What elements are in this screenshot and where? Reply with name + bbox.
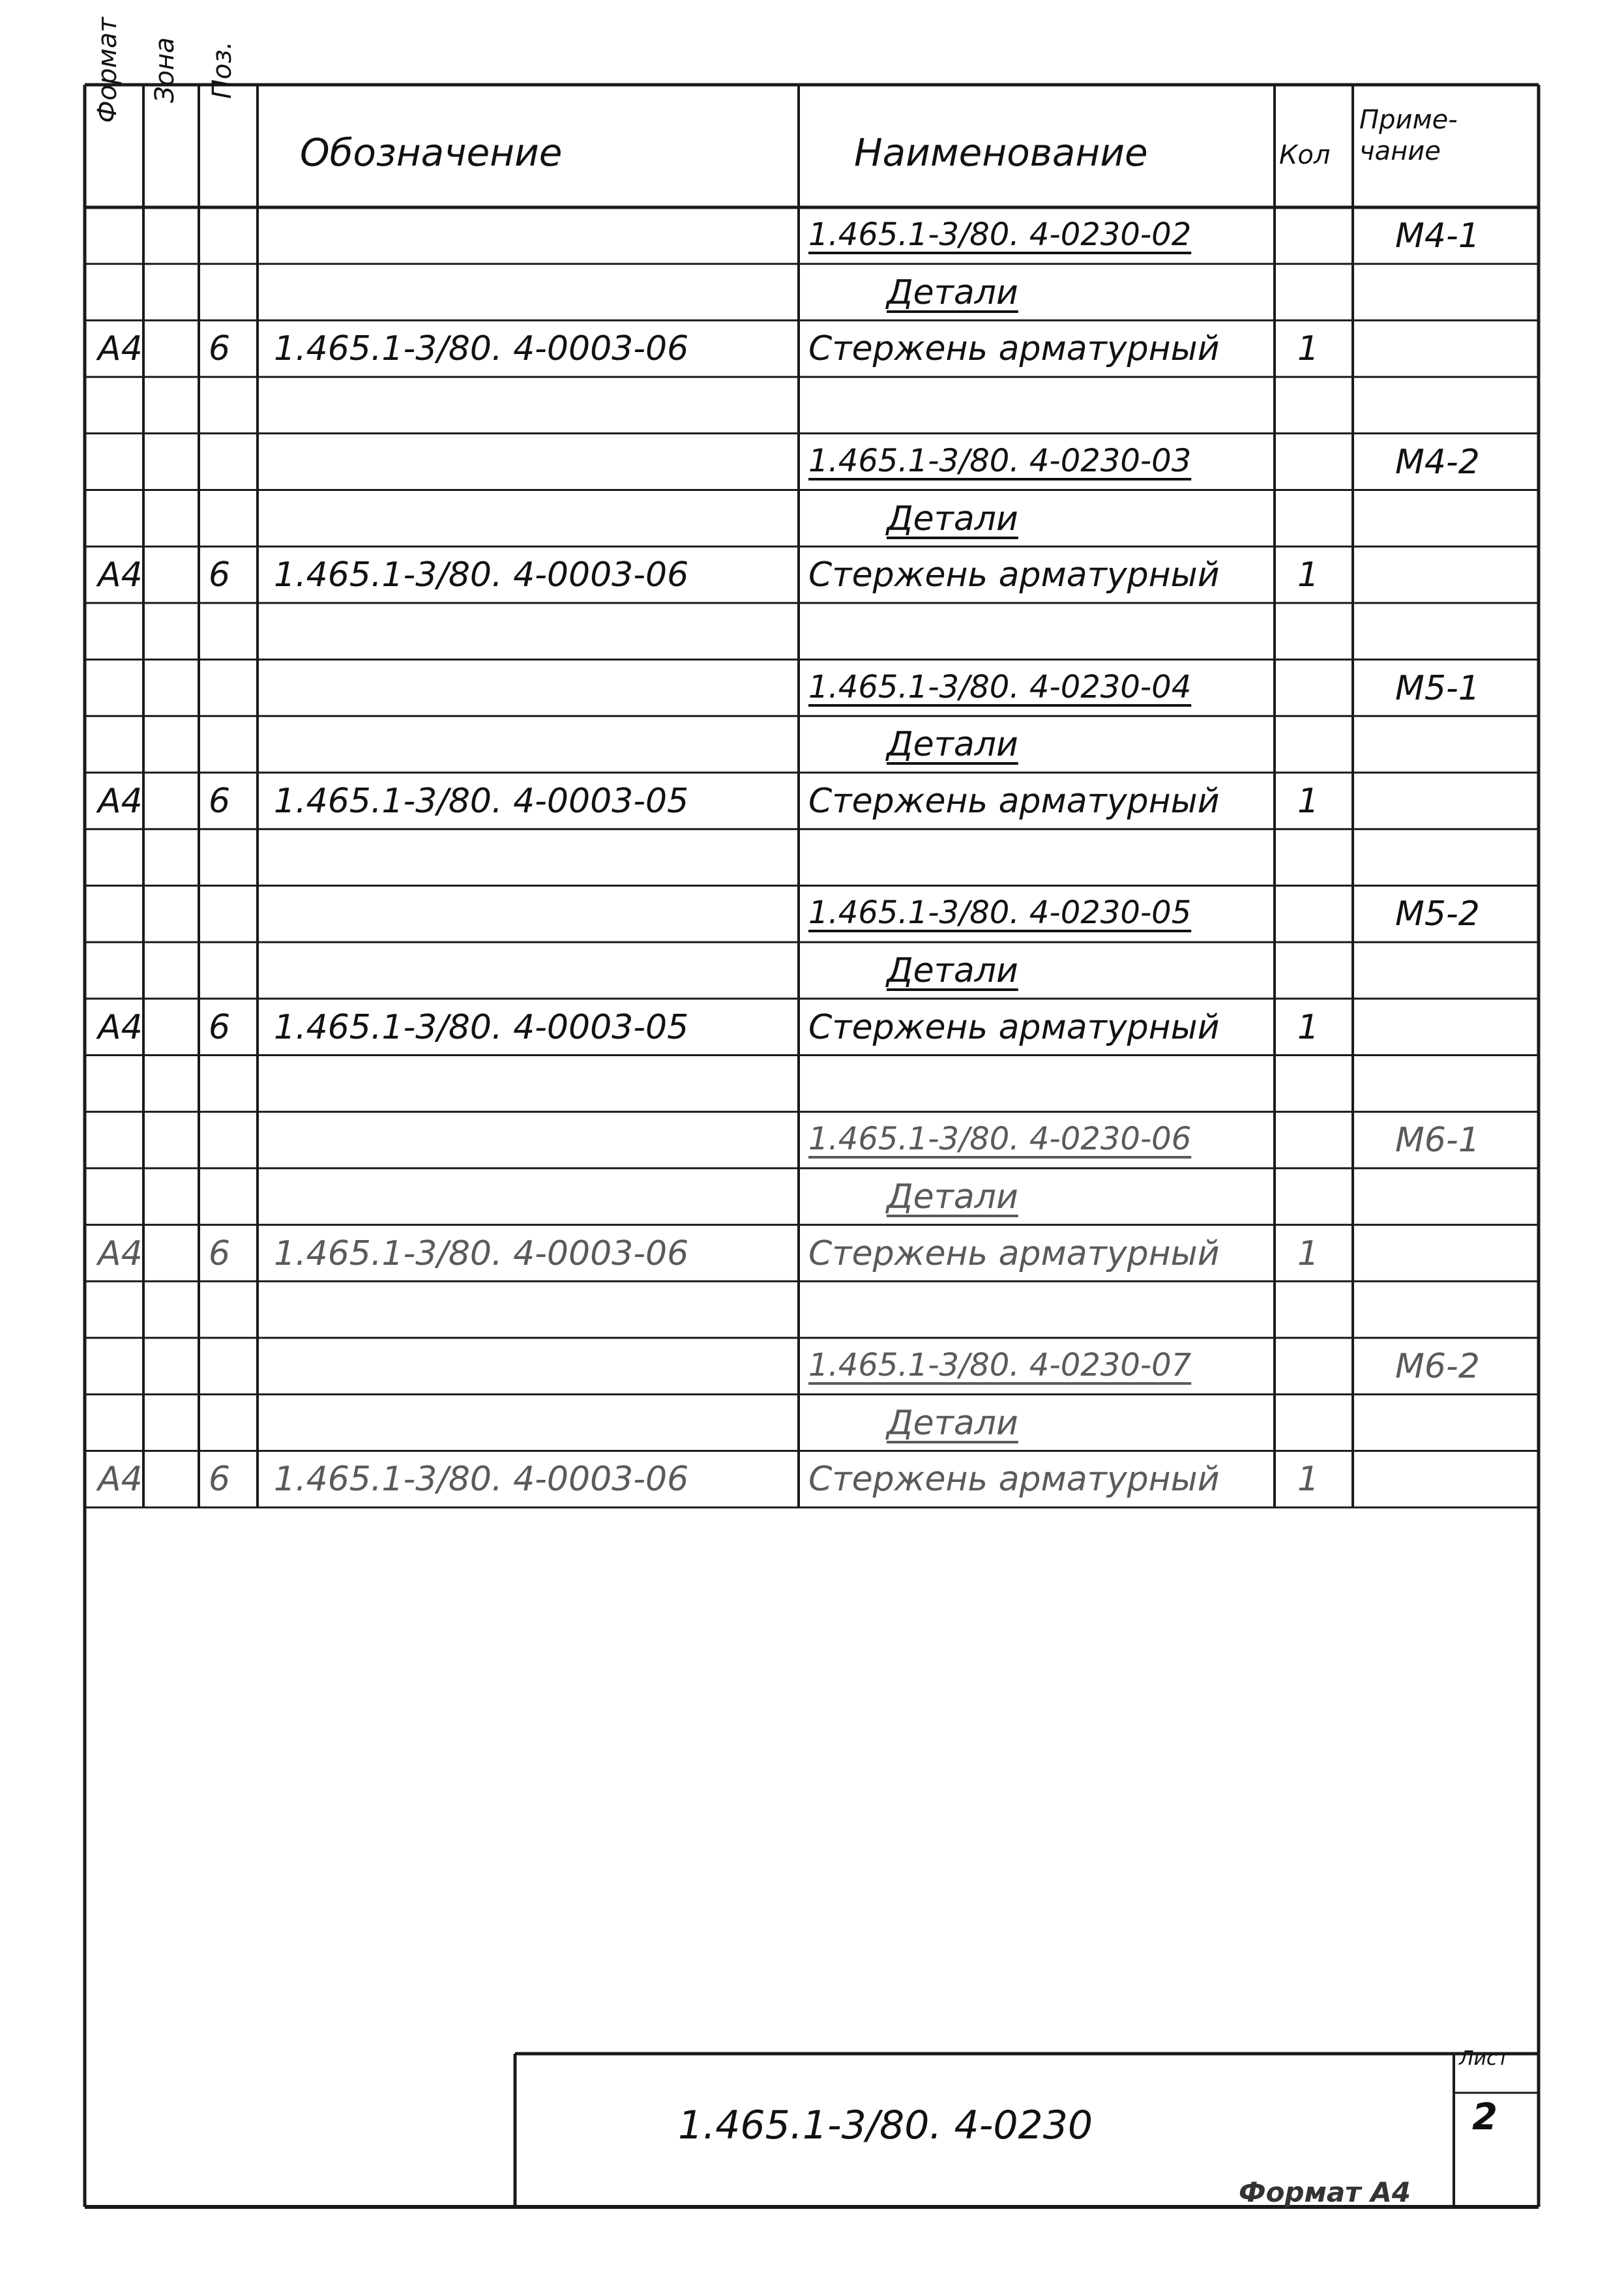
row-qty: 1 xyxy=(1297,1460,1320,1500)
header-designation: Обозначение xyxy=(300,130,563,175)
row-qty: 1 xyxy=(1297,329,1320,369)
row-designation: 1.465.1-3/80. 4-0003-06 xyxy=(274,1460,689,1500)
row-note: М6-2 xyxy=(1395,1347,1480,1386)
row-note: М5-2 xyxy=(1395,894,1480,934)
row-qty: 1 xyxy=(1297,555,1320,595)
sheet-label: Лист xyxy=(1459,2047,1509,2070)
row-pos: 6 xyxy=(209,555,231,595)
row-format: А4 xyxy=(98,1460,143,1500)
row-name: 1.465.1-3/80. 4-0230-05 xyxy=(808,894,1192,932)
row-pos: 6 xyxy=(209,1234,231,1273)
format-mark: Формат А4 xyxy=(1239,2176,1411,2208)
row-format: А4 xyxy=(98,329,143,369)
header-zone: Зона xyxy=(150,37,180,103)
sheet-number: 2 xyxy=(1472,2096,1498,2138)
row-name: Стержень арматурный xyxy=(808,782,1220,821)
row-note: М5-1 xyxy=(1395,668,1480,708)
header-note: Приме-чание xyxy=(1359,105,1458,166)
row-name: Детали xyxy=(887,1177,1018,1217)
row-name: Стержень арматурный xyxy=(808,1007,1220,1047)
header-name: Наименование xyxy=(854,130,1148,175)
row-name: Стержень арматурный xyxy=(808,555,1220,595)
row-name: Стержень арматурный xyxy=(808,1460,1220,1500)
header-pos: Поз. xyxy=(207,41,237,99)
row-name: 1.465.1-3/80. 4-0230-07 xyxy=(808,1347,1192,1383)
row-name: Детали xyxy=(887,273,1018,312)
row-format: А4 xyxy=(98,782,143,821)
row-name: 1.465.1-3/80. 4-0230-04 xyxy=(808,668,1192,705)
row-qty: 1 xyxy=(1297,1234,1320,1273)
row-name: 1.465.1-3/80. 4-0230-02 xyxy=(808,216,1192,253)
row-pos: 6 xyxy=(209,329,231,369)
row-qty: 1 xyxy=(1297,1007,1320,1047)
row-qty: 1 xyxy=(1297,782,1320,821)
row-name: Детали xyxy=(887,1403,1018,1443)
row-name: 1.465.1-3/80. 4-0230-03 xyxy=(808,442,1192,479)
row-note: М4-1 xyxy=(1395,216,1480,256)
document-code: 1.465.1-3/80. 4-0230 xyxy=(678,2103,1093,2148)
row-format: А4 xyxy=(98,1234,143,1273)
row-name: Детали xyxy=(887,951,1018,991)
row-format: А4 xyxy=(98,555,143,595)
row-designation: 1.465.1-3/80. 4-0003-06 xyxy=(274,1234,689,1273)
row-note: М6-1 xyxy=(1395,1121,1480,1160)
row-pos: 6 xyxy=(209,782,231,821)
row-name: Стержень арматурный xyxy=(808,329,1220,369)
row-note: М4-2 xyxy=(1395,442,1480,482)
row-name: 1.465.1-3/80. 4-0230-06 xyxy=(808,1121,1192,1158)
row-format: А4 xyxy=(98,1007,143,1047)
row-designation: 1.465.1-3/80. 4-0003-06 xyxy=(274,555,689,595)
row-designation: 1.465.1-3/80. 4-0003-06 xyxy=(274,329,689,369)
row-designation: 1.465.1-3/80. 4-0003-05 xyxy=(274,1007,689,1047)
row-name: Детали xyxy=(887,725,1018,765)
row-name: Стержень арматурный xyxy=(808,1234,1220,1273)
header-format: Формат xyxy=(93,17,123,123)
row-pos: 6 xyxy=(209,1460,231,1500)
header-qty: Кол xyxy=(1279,140,1331,170)
row-name: Детали xyxy=(887,499,1018,539)
row-pos: 6 xyxy=(209,1007,231,1047)
row-designation: 1.465.1-3/80. 4-0003-05 xyxy=(274,782,689,821)
